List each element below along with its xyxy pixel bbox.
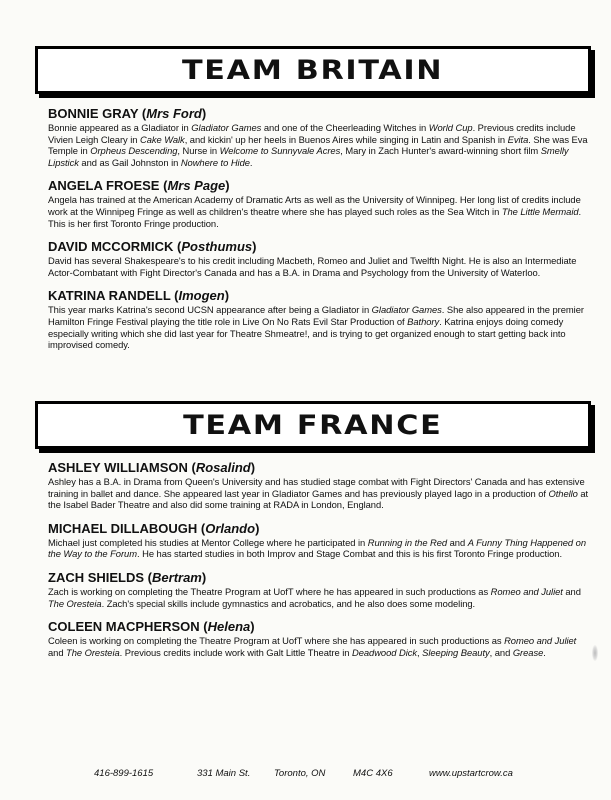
member-bio: Zach is working on completing the Theatre Program at UofT where he has appeared in such productions as Romeo and Juliet and The Oresteia. Zach's special skills include gymnastics and acrobatics, and he also does some modeling.: [48, 585, 581, 609]
member-name: COLEEN MACPHERSON (Helena): [48, 619, 255, 635]
member-name: KATRINA RANDELL (Imogen): [48, 288, 230, 304]
bio-coleen-macpherson: [48, 619, 593, 658]
bio-ashley-williamson: [48, 460, 593, 511]
scan-smudge: [592, 645, 598, 661]
member-bio: Angela has trained at the American Academy of Dramatic Arts as well as the University of Winnipeg. Her long list of credits include work at the Winnipeg Fringe as well as children's theatre where she has played such roles as the Sea Witch in The Little Mermaid. This is her first Toronto Fringe production.: [48, 194, 582, 229]
footer-website: www.upstartcrow.ca: [429, 768, 513, 779]
team-france-title: TEAM FRANCE: [183, 409, 443, 441]
member-name: ANGELA FROESE (Mrs Page): [48, 178, 230, 194]
team-britain-title: TEAM BRITAIN: [182, 54, 444, 86]
member-bio: Coleen is working on completing the Theatre Program at UofT where she has appeared in such productions as Romeo and Juliet and The Oresteia. Previous credits include work with Galt Little Theatre in Deadwood Dick, Sleeping Beauty, and Grease.: [48, 635, 577, 658]
bio-zach-shields: [48, 570, 593, 609]
footer-street: 331 Main St.: [197, 768, 251, 779]
footer-phone: 416-899-1615: [94, 768, 154, 779]
team-britain-section: [48, 106, 593, 361]
member-name: BONNIE GRAY (Mrs Ford): [48, 106, 207, 121]
team-france-banner: [35, 401, 591, 449]
team-britain-banner: [35, 46, 591, 94]
bio-michael-dillabough: [48, 521, 593, 560]
member-bio: Bonnie appeared as a Gladiator in Gladiator Games and one of the Cheerleading Witches in World Cup. Previous credits include Vivien Leigh Cleary in Cake Walk, and kickin' up her heels in Buenos Aires while singing in Latin and Spanish in Evita. She was Eva Temple in Orpheus Descending, Nurse in Welcome to Sunnyvale Acres, Mary in Zach Hunter's award-winning short film Smelly Lipstick and as Gail Johnston in Nowhere to Hide.: [48, 122, 588, 168]
footer-postal: M4C 4X6: [353, 768, 393, 779]
member-bio: Ashley has a B.A. in Drama from Queen's University and has studied stage combat with Fight Directors' Canada and has extensive training in ballet and dance. She appeared last year in Gladiator Games and has previously played Iago in a production of Othello at the Isabel Bader Theatre and also did some training at RADA in London, England.: [48, 476, 589, 511]
team-france-section: [48, 460, 593, 668]
member-bio: Michael just completed his studies at Mentor College where he participated in Running in the Red and A Funny Thing Happened on the Way to the Forum. He has started studies in both Improv and Stage Combat and this is his first Toronto Fringe production.: [48, 536, 586, 560]
bio-bonnie-gray: [48, 106, 593, 168]
member-bio: This year marks Katrina's second UCSN appearance after being a Gladiator in Gladiator Games. She also appeared in the premier Hamilton Fringe Festival playing the title role in Live On No Rats Evil Star Production of Bathory. Katrina enjoys doing comedy especially writing which she did last year for Theatre Shmeatre!, and is trying to get organized enough to start getting back into improvised comedy.: [48, 304, 584, 351]
bio-david-mccormick: [48, 239, 593, 278]
footer-city: Toronto, ON: [274, 768, 326, 779]
member-name: ZACH SHIELDS (Bertram): [48, 569, 207, 585]
member-name: MICHAEL DILLABOUGH (Orlando): [48, 520, 260, 536]
member-bio: David has several Shakespeare's to his credit including Macbeth, Romeo and Juliet and Twelfth Night. He is also an Intermediate Actor-Combatant with Fight Director's Canada and has a B.A. in Drama and Psychology from the University of Waterloo.: [48, 255, 577, 278]
footer: [0, 768, 611, 782]
member-name: DAVID MCCORMICK (Posthumus): [48, 239, 257, 255]
bio-katrina-randell: [48, 288, 593, 350]
bio-angela-froese: [48, 178, 593, 229]
member-name: ASHLEY WILLIAMSON (Rosalind): [48, 460, 256, 475]
